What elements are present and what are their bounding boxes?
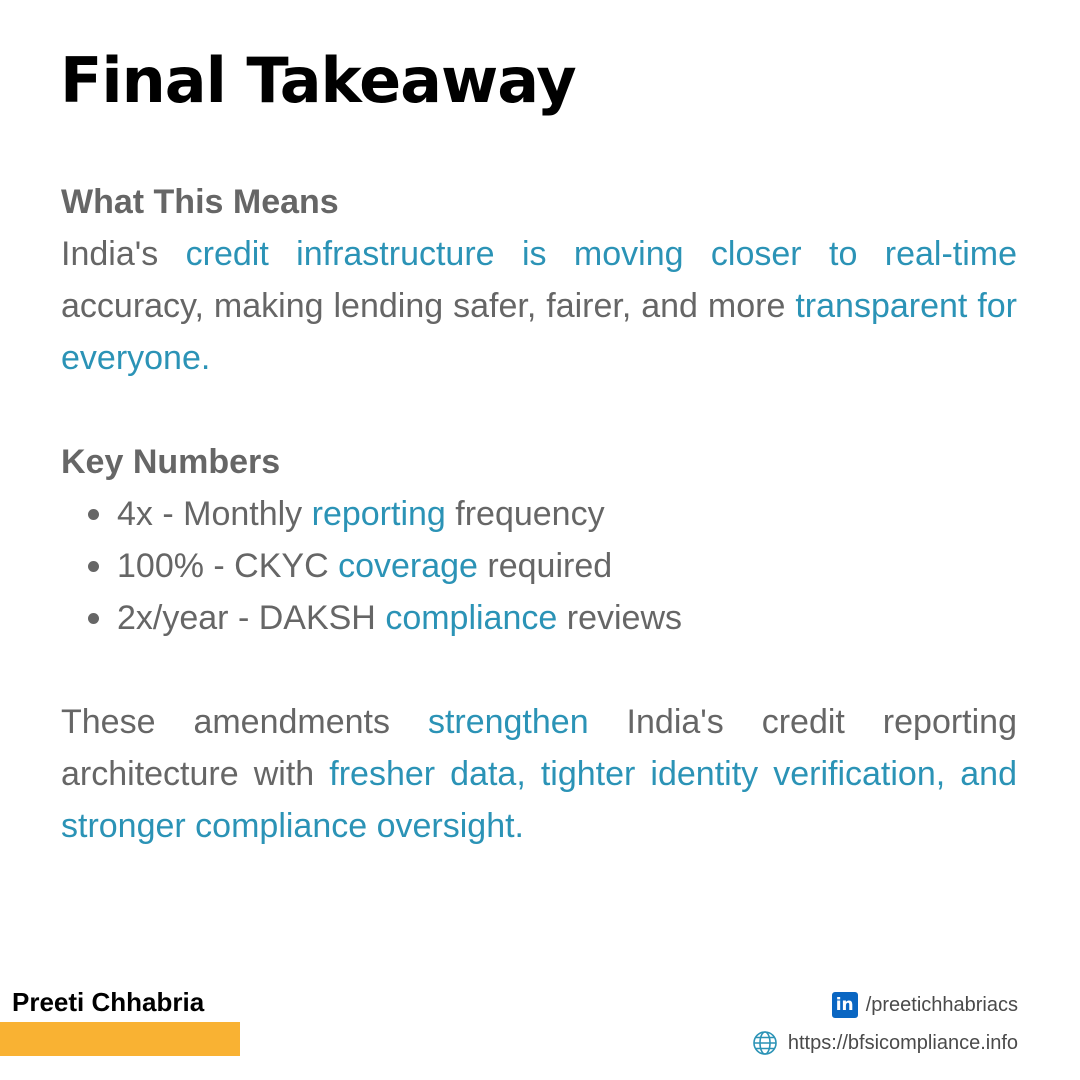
section-heading-what-this-means: What This Means xyxy=(61,183,339,221)
list-item xyxy=(61,488,1017,540)
what-this-means-paragraph xyxy=(61,228,1017,384)
closing-paragraph xyxy=(61,696,1017,852)
paragraph-text: accuracy, making lending safer, fairer, and more xyxy=(61,287,796,325)
author-name: Preeti Chhabria xyxy=(12,987,205,1017)
author-accent-bar xyxy=(0,1022,240,1056)
linkedin-link[interactable] xyxy=(832,990,1018,1020)
paragraph-text: These amendments xyxy=(61,703,428,741)
item-text: frequency xyxy=(445,495,605,533)
item-text: 2x/year - DAKSH xyxy=(117,599,386,637)
highlighted-text: compliance xyxy=(385,599,558,637)
page-title: Final Takeaway xyxy=(60,44,576,117)
paragraph-text: India's credit reporting architecture with xyxy=(61,703,1017,793)
highlighted-text: fresher data, tighter identity verification, and stronger compliance oversight. xyxy=(61,755,1017,845)
website-link[interactable] xyxy=(752,1028,1018,1058)
bullet-icon xyxy=(88,509,99,520)
item-text: 100% - CKYC xyxy=(117,547,339,585)
paragraph-text: India's xyxy=(61,235,186,273)
bullet-icon xyxy=(88,613,99,624)
item-text: 4x - Monthly xyxy=(117,495,312,533)
highlighted-text: transparent for everyone. xyxy=(61,287,1017,377)
key-numbers-list xyxy=(61,488,1017,644)
item-text: required xyxy=(477,547,613,585)
linkedin-handle: /preetichhabriacs xyxy=(865,993,1018,1016)
linkedin-icon: in xyxy=(832,992,858,1018)
list-item xyxy=(61,540,1017,592)
website-url: https://bfsicompliance.info xyxy=(787,1031,1018,1054)
section-heading-key-numbers: Key Numbers xyxy=(61,443,281,481)
item-text: reviews xyxy=(557,599,682,637)
highlighted-text: reporting xyxy=(311,495,446,533)
spacer xyxy=(61,644,1017,696)
highlighted-text: credit infrastructure is moving closer to real-time xyxy=(185,235,1017,273)
globe-icon xyxy=(752,1030,778,1056)
highlighted-text: coverage xyxy=(338,547,478,585)
spacer xyxy=(61,384,1017,436)
bullet-icon xyxy=(88,561,99,572)
list-item xyxy=(61,592,1017,644)
highlighted-text: strengthen xyxy=(427,703,589,741)
main-content xyxy=(61,176,1017,852)
